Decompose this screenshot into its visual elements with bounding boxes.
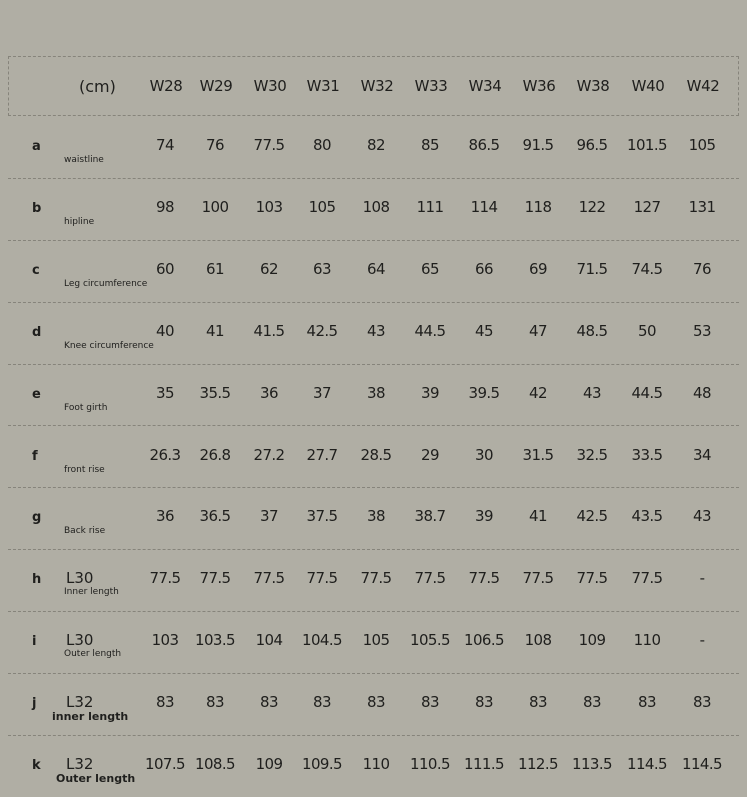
unit-label: (cm) — [79, 77, 116, 96]
size-header-w36: W36 — [522, 77, 556, 95]
value-cell: 48.5 — [576, 321, 608, 340]
row-letter: j — [32, 696, 37, 712]
value-cell: 42 — [529, 383, 547, 402]
value-cell: 26.8 — [199, 445, 231, 464]
value-cell: 77.5 — [306, 569, 338, 588]
value-cell: 105 — [688, 136, 716, 154]
table-row — [8, 735, 739, 797]
value-cell: 76 — [206, 136, 224, 154]
value-cell: 118 — [524, 197, 552, 216]
value-cell: 131 — [688, 197, 716, 216]
table-row — [8, 302, 739, 365]
size-header-w40: W40 — [631, 77, 665, 95]
size-header-w33: W33 — [414, 77, 448, 95]
value-cell: 83 — [367, 693, 385, 712]
table-row — [8, 240, 739, 303]
value-cell: 65 — [421, 259, 439, 278]
value-cell: 37 — [313, 383, 331, 402]
value-cell: 106.5 — [464, 631, 504, 650]
value-cell: 43 — [367, 321, 385, 340]
value-cell: 77.5 — [414, 569, 446, 588]
value-cell: 77.5 — [522, 569, 554, 588]
table-row — [8, 116, 739, 179]
size-header-w42: W42 — [686, 77, 720, 95]
value-cell: 77.5 — [576, 569, 608, 588]
value-cell: 103.5 — [195, 631, 235, 650]
value-cell: 61 — [206, 259, 224, 278]
value-cell: 31.5 — [522, 445, 554, 464]
size-header-w31: W31 — [306, 77, 340, 95]
value-cell: 83 — [693, 693, 711, 712]
value-cell: 50 — [638, 321, 656, 340]
value-cell: 34 — [693, 445, 711, 464]
size-header-w28: W28 — [149, 77, 183, 95]
table-row — [8, 426, 739, 489]
value-cell: 109.5 — [302, 755, 342, 773]
value-cell: 30 — [475, 445, 493, 464]
row-label: Outer length — [64, 649, 122, 660]
value-cell: 71.5 — [576, 259, 608, 278]
table-row — [8, 487, 739, 550]
value-cell: 76 — [693, 259, 711, 278]
value-cell: 38 — [367, 507, 385, 526]
value-cell: 114 — [470, 197, 498, 216]
table-row — [8, 178, 739, 241]
row-letter: c — [32, 262, 40, 278]
value-cell: 83 — [156, 693, 174, 712]
value-cell: 114.5 — [627, 755, 667, 773]
row-letter: b — [32, 200, 42, 216]
row-letter: e — [32, 386, 41, 402]
value-cell: 80 — [313, 136, 331, 154]
value-cell: 108 — [524, 631, 552, 650]
value-cell: 41.5 — [253, 321, 285, 340]
value-cell: 114.5 — [682, 755, 722, 773]
value-cell: 104 — [255, 631, 283, 650]
value-cell: 83 — [313, 693, 331, 712]
value-cell: 91.5 — [522, 136, 554, 154]
value-cell: 26.3 — [149, 445, 181, 464]
value-cell: 77.5 — [360, 569, 392, 588]
size-header-w38: W38 — [576, 77, 610, 95]
value-cell: 77.5 — [253, 136, 285, 154]
row-label: Leg circumference — [64, 278, 148, 289]
value-cell: 105 — [308, 197, 336, 216]
value-cell: 77.5 — [149, 569, 181, 588]
value-cell: 29 — [421, 445, 439, 464]
value-cell: 122 — [578, 197, 606, 216]
value-cell: 43 — [583, 383, 601, 402]
value-cell: 110.5 — [410, 755, 450, 773]
header-row — [8, 56, 739, 116]
value-cell: 83 — [260, 693, 278, 712]
row-label: Foot girth — [64, 402, 108, 413]
value-cell: 63 — [313, 259, 331, 278]
row-letter: i — [32, 634, 37, 650]
value-cell: 42.5 — [576, 507, 608, 526]
value-cell: 35 — [156, 383, 174, 402]
row-label: Back rise — [64, 526, 106, 537]
value-cell: 66 — [475, 259, 493, 278]
value-cell: 60 — [156, 259, 174, 278]
value-cell: 42.5 — [306, 321, 338, 340]
value-cell: 105 — [362, 631, 390, 650]
value-cell: 103 — [255, 197, 283, 216]
value-cell: 127 — [633, 197, 661, 216]
row-label: Knee circumference — [64, 340, 154, 351]
value-cell: 82 — [367, 136, 385, 154]
size-header-w32: W32 — [360, 77, 394, 95]
table-row — [8, 673, 739, 736]
table-row — [8, 611, 739, 674]
value-cell: 36 — [156, 507, 174, 526]
value-cell: 36 — [260, 383, 278, 402]
value-cell: 109 — [255, 755, 283, 773]
value-cell: 112.5 — [518, 755, 558, 773]
row-size: L32 — [66, 755, 94, 773]
row-label: inner length — [52, 710, 129, 724]
value-cell: 109 — [578, 631, 606, 650]
row-size: L32 — [66, 693, 94, 712]
value-cell: 45 — [475, 321, 493, 340]
value-cell: 27.7 — [306, 445, 338, 464]
value-cell: 28.5 — [360, 445, 392, 464]
value-cell: 43 — [693, 507, 711, 526]
value-cell: 38.7 — [414, 507, 446, 526]
value-cell: 44.5 — [631, 383, 663, 402]
value-cell: 41 — [529, 507, 547, 526]
value-cell: 38 — [367, 383, 385, 402]
value-cell: - — [699, 631, 705, 650]
value-cell: 108 — [362, 197, 390, 216]
value-cell: 35.5 — [199, 383, 231, 402]
value-cell: 44.5 — [414, 321, 446, 340]
value-cell: 77.5 — [468, 569, 500, 588]
value-cell: 64 — [367, 259, 385, 278]
value-cell: 110 — [633, 631, 661, 650]
row-letter: f — [32, 448, 38, 464]
value-cell: 83 — [638, 693, 656, 712]
value-cell: 77.5 — [253, 569, 285, 588]
size-header-w34: W34 — [468, 77, 502, 95]
value-cell: 83 — [475, 693, 493, 712]
value-cell: 108.5 — [195, 755, 235, 773]
size-header-w29: W29 — [199, 77, 233, 95]
value-cell: 96.5 — [576, 136, 608, 154]
row-letter: k — [32, 758, 41, 773]
row-label: waistline — [64, 155, 104, 165]
value-cell: 43.5 — [631, 507, 663, 526]
value-cell: 37 — [260, 507, 278, 526]
row-letter: g — [32, 510, 42, 526]
value-cell: 32.5 — [576, 445, 608, 464]
value-cell: 74.5 — [631, 259, 663, 278]
value-cell: 74 — [156, 136, 174, 154]
value-cell: 113.5 — [572, 755, 612, 773]
value-cell: 83 — [529, 693, 547, 712]
value-cell: 85 — [421, 136, 439, 154]
value-cell: 100 — [201, 197, 229, 216]
value-cell: 40 — [156, 321, 174, 340]
value-cell: 110 — [362, 755, 390, 773]
row-label: hipline — [64, 216, 95, 227]
row-label: Inner length — [64, 587, 119, 598]
value-cell: 77.5 — [631, 569, 663, 588]
value-cell: 39 — [475, 507, 493, 526]
row-label: Outer length — [56, 772, 136, 785]
value-cell: 27.2 — [253, 445, 285, 464]
value-cell: 105.5 — [410, 631, 450, 650]
value-cell: 103 — [151, 631, 179, 650]
value-cell: 104.5 — [302, 631, 342, 650]
table-row — [8, 364, 739, 427]
value-cell: 69 — [529, 259, 547, 278]
value-cell: 86.5 — [468, 136, 500, 154]
value-cell: 111.5 — [464, 755, 504, 773]
value-cell: 47 — [529, 321, 547, 340]
value-cell: 77.5 — [199, 569, 231, 588]
value-cell: 41 — [206, 321, 224, 340]
row-letter: d — [32, 324, 42, 340]
table-row — [8, 549, 739, 612]
row-size: L30 — [66, 631, 94, 650]
value-cell: 48 — [693, 383, 711, 402]
value-cell: 83 — [583, 693, 601, 712]
value-cell: 33.5 — [631, 445, 663, 464]
value-cell: 39 — [421, 383, 439, 402]
row-letter: a — [32, 139, 41, 154]
row-size: L30 — [66, 569, 94, 588]
value-cell: 83 — [206, 693, 224, 712]
row-label: front rise — [64, 464, 105, 475]
value-cell: - — [699, 569, 705, 588]
value-cell: 36.5 — [199, 507, 231, 526]
value-cell: 101.5 — [627, 136, 667, 154]
value-cell: 107.5 — [145, 755, 185, 773]
value-cell: 37.5 — [306, 507, 338, 526]
value-cell: 98 — [156, 197, 174, 216]
value-cell: 39.5 — [468, 383, 500, 402]
size-header-w30: W30 — [253, 77, 287, 95]
value-cell: 62 — [260, 259, 278, 278]
value-cell: 111 — [416, 197, 444, 216]
row-letter: h — [32, 572, 42, 588]
value-cell: 83 — [421, 693, 439, 712]
value-cell: 53 — [693, 321, 711, 340]
